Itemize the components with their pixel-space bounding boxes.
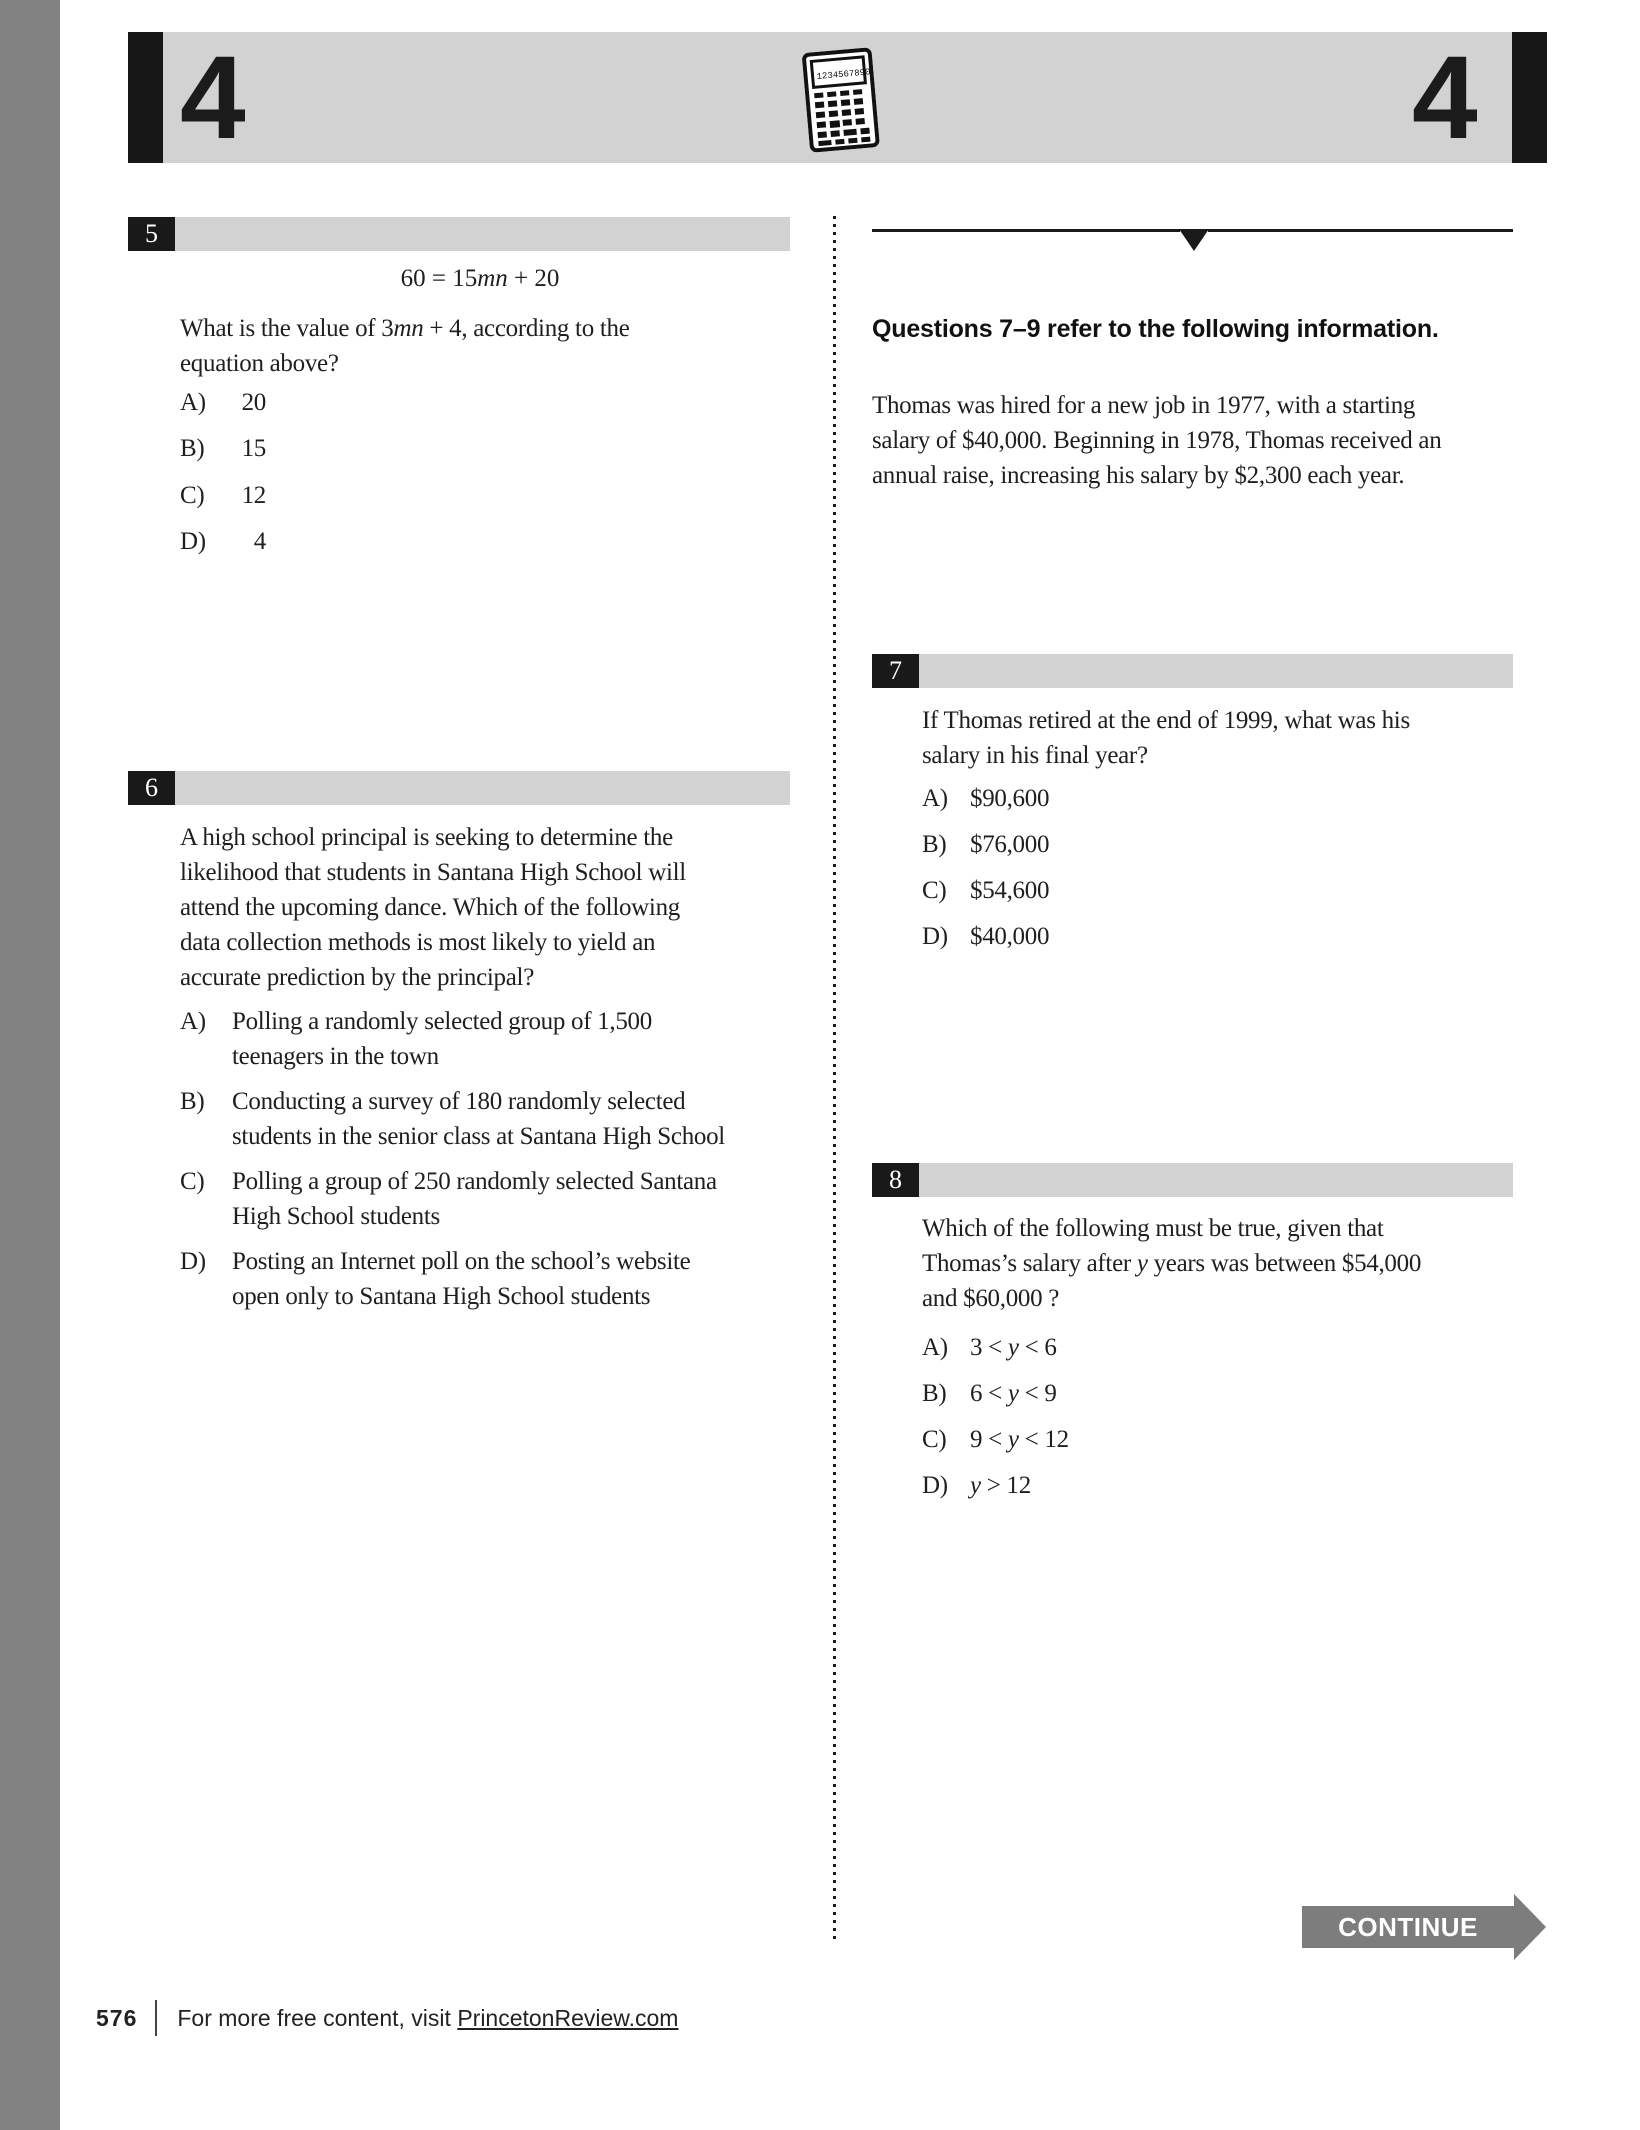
choice-label: A) — [180, 389, 206, 416]
choice-label: D) — [922, 923, 948, 950]
choice-label: D) — [180, 528, 206, 555]
choice-label: A) — [922, 785, 948, 812]
continue-button: CONTINUE — [1302, 1906, 1514, 1948]
choice-label: B) — [180, 1088, 205, 1115]
stem-line: attend the upcoming dance. Which of the following — [180, 894, 680, 921]
header-right-bar — [1512, 32, 1547, 163]
choice-text: Posting an Internet poll on the school’s website open only to Santana High School students — [232, 1248, 691, 1310]
page-number: 576 — [96, 2004, 138, 2031]
stem-line: If Thomas retired at the end of 1999, what was his — [922, 707, 1410, 734]
question-7-stem — [922, 703, 1410, 773]
choice-label: B) — [922, 831, 947, 858]
choice-text: 9 < y < 12 — [970, 1426, 1069, 1453]
choice-text: 20 — [241, 389, 266, 416]
calculator-icon — [802, 47, 881, 158]
choice-text: 15 — [241, 435, 266, 462]
info-group-rule — [1208, 229, 1513, 232]
stem-line: likelihood that students in Santana High School will — [180, 859, 686, 886]
choice-row — [922, 873, 1049, 908]
choice-row — [180, 431, 266, 466]
choice-row — [180, 1084, 725, 1154]
question-6-stem — [180, 820, 686, 995]
choice-label: C) — [180, 1168, 205, 1195]
footer-text: For more free content, visit PrincetonReview.com — [177, 2004, 679, 2031]
footer-link: PrincetonReview.com — [457, 2004, 679, 2031]
calculator-display: 1234567890. — [816, 66, 877, 83]
choice-label: D) — [922, 1472, 948, 1499]
section-number-right: 4 — [1412, 31, 1478, 164]
column-divider-dotted — [833, 216, 836, 1940]
choice-text: $40,000 — [970, 923, 1050, 950]
choice-text: Polling a randomly selected group of 1,500 teenagers in the town — [232, 1008, 652, 1070]
question-6-bar — [128, 771, 790, 805]
choice-text: $76,000 — [970, 831, 1050, 858]
choice-row — [180, 1164, 717, 1234]
continue-arrow-icon — [1514, 1894, 1546, 1960]
choice-text: Polling a group of 250 randomly selected Santana High School students — [232, 1168, 717, 1230]
choice-text: 4 — [253, 528, 266, 555]
question-5-number: 5 — [128, 217, 175, 251]
page-footer — [96, 2000, 678, 2036]
choice-label: B) — [180, 435, 205, 462]
stem-line: and $60,000 ? — [922, 1285, 1060, 1312]
stem-line: equation above? — [180, 350, 339, 377]
info-line: salary of $40,000. Beginning in 1978, Thomas received an — [872, 427, 1442, 454]
choice-row — [922, 781, 1049, 816]
question-8-stem — [922, 1211, 1421, 1316]
stem-line: A high school principal is seeking to determine the — [180, 824, 673, 851]
question-8-number: 8 — [872, 1163, 919, 1197]
choice-row — [922, 1422, 1069, 1457]
stem-line: salary in his final year? — [922, 742, 1148, 769]
info-group-rule — [872, 229, 1180, 232]
info-line: Thomas was hired for a new job in 1977, with a starting — [872, 392, 1416, 419]
info-group-paragraph — [872, 388, 1441, 493]
choice-label: C) — [180, 482, 205, 509]
choice-row — [922, 1468, 1031, 1503]
choice-text: 12 — [241, 482, 266, 509]
choice-text: $54,600 — [970, 877, 1050, 904]
page-gutter-strip — [0, 0, 60, 2130]
choice-label: C) — [922, 1426, 947, 1453]
choice-text: $90,600 — [970, 785, 1050, 812]
info-group-heading: Questions 7–9 refer to the following information. — [872, 315, 1439, 343]
choice-row — [922, 919, 1049, 954]
stem-line: Thomas’s salary after y years was between $54,000 — [922, 1250, 1422, 1277]
choice-row — [180, 385, 266, 420]
choice-label: B) — [922, 1380, 947, 1407]
stem-line: accurate prediction by the principal? — [180, 964, 535, 991]
choice-row — [922, 1330, 1057, 1365]
choice-row — [922, 1376, 1057, 1411]
choice-label: D) — [180, 1248, 206, 1275]
choice-row — [180, 524, 266, 559]
choice-label: A) — [922, 1334, 948, 1361]
choice-text: y > 12 — [970, 1472, 1031, 1499]
question-7-number: 7 — [872, 654, 919, 688]
question-5-equation: 60 = 15mn + 20 — [400, 265, 560, 292]
stem-line: Which of the following must be true, given that — [922, 1215, 1384, 1242]
footer-divider — [155, 2000, 157, 2036]
stem-line: What is the value of 3mn + 4, according to the — [180, 315, 630, 342]
stem-line: data collection methods is most likely to yield an — [180, 929, 656, 956]
choice-row — [180, 1244, 690, 1314]
question-7-bar — [872, 654, 1513, 688]
choice-text: 6 < y < 9 — [970, 1380, 1057, 1407]
question-8-bar — [872, 1163, 1513, 1197]
section-number-left: 4 — [180, 31, 246, 164]
question-5-stem — [180, 311, 629, 381]
down-triangle-icon — [1179, 229, 1209, 251]
choice-text: Conducting a survey of 180 randomly selected students in the senior class at Santana High School — [232, 1088, 725, 1150]
choice-label: C) — [922, 877, 947, 904]
info-line: annual raise, increasing his salary by $2,300 each year. — [872, 462, 1405, 489]
choice-row — [922, 827, 1049, 862]
choice-label: A) — [180, 1008, 206, 1035]
header-left-bar — [128, 32, 163, 163]
question-6-number: 6 — [128, 771, 175, 805]
choice-text: 3 < y < 6 — [970, 1334, 1057, 1361]
choice-row — [180, 1004, 652, 1074]
choice-row — [180, 478, 266, 513]
question-5-bar — [128, 217, 790, 251]
